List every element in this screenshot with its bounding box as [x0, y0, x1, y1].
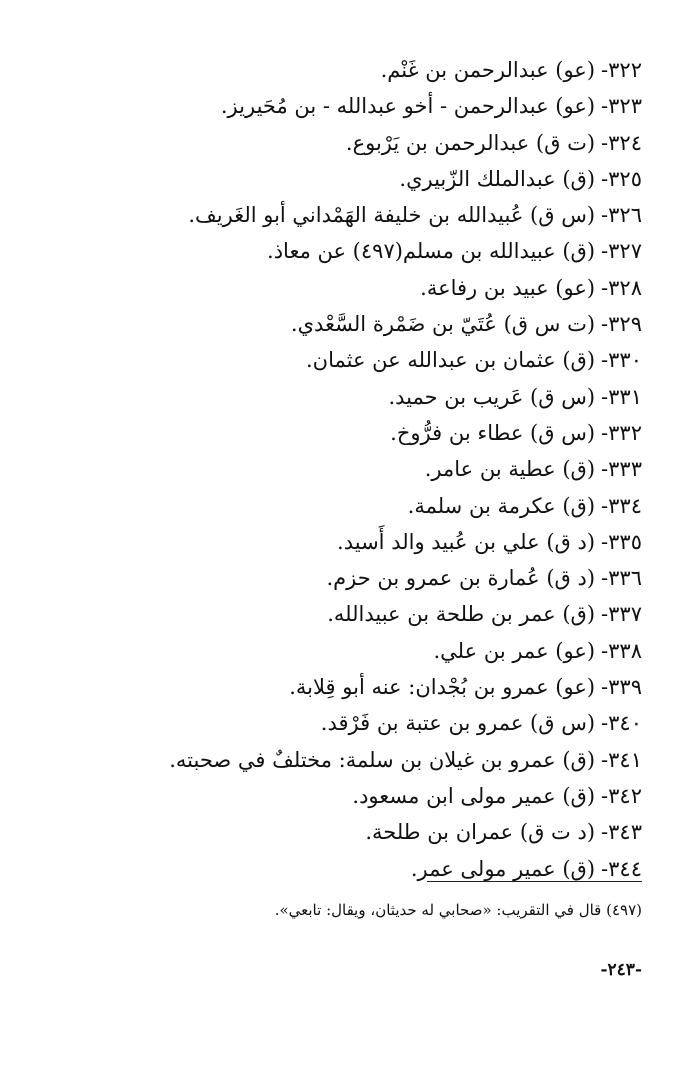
list-item [42, 306, 642, 342]
list-item [42, 342, 642, 378]
list-item [42, 52, 642, 88]
entry-number: ٣٢٢- [601, 58, 642, 82]
entry-number: ٣٣٤- [601, 493, 642, 518]
list-item [42, 633, 642, 669]
entry-number: ٣٣٩- [601, 675, 642, 700]
entry-text: (عو) عبدالرحمن بن غَنْم. [380, 58, 596, 82]
entry-text: (عو) عبدالرحمن - أخو عبدالله - بن مُحَيريز. [220, 94, 596, 119]
entry-number: ٣٤٠- [601, 711, 642, 736]
entry-text: (عو) عمر بن علي. [433, 638, 596, 663]
entry-text: (د ق) علي بن عُبيد والد أَسيد. [337, 529, 596, 554]
entry-text: (ت س ق) عُتَيّ بن ضَمْرة السَّعْدي. [290, 312, 596, 337]
entry-number: ٣٤٢- [601, 783, 642, 808]
entry-text: (س ق) عُبيدالله بن خليفة الهَمْداني أبو الغَريف. [188, 203, 596, 228]
entry-number: ٣٢٥- [601, 166, 642, 191]
list-item [42, 778, 642, 814]
entry-number: ٣٢٤- [601, 130, 642, 155]
list-item [42, 197, 642, 233]
list-item [42, 161, 642, 197]
entry-number: ٣٣١- [601, 384, 642, 409]
footnote: (٤٩٧) قال في التقريب: «صحابي له حديثان، ويقال: تابعي». [274, 901, 642, 919]
entry-number: ٣٣٠- [601, 348, 642, 373]
entry-text: (س ق) عطاء بن فرُّوخ. [390, 420, 596, 445]
entry-number: ٣٢٧- [601, 239, 642, 264]
entry-text: (س ق) عمرو بن عتبة بن فَرْقد. [320, 711, 596, 736]
entry-number: ٣٢٨- [601, 275, 642, 300]
list-item [42, 596, 642, 632]
list-item [42, 705, 642, 741]
entry-number: ٣٣٦- [601, 566, 642, 591]
entry-number: ٣٣٢- [601, 420, 642, 445]
entry-text: (ت ق) عبدالرحمن بن يَرْبوع. [345, 130, 596, 155]
entry-text: (ق) عمر بن طلحة بن عبيدالله. [327, 602, 596, 627]
entry-text: (ق) عبدالملك الزّبيري. [399, 166, 596, 191]
entry-text: (ق) عكرمة بن سلمة. [407, 493, 596, 518]
entry-text: (د ت ق) عمران بن طلحة. [365, 820, 596, 845]
entry-text: (س ق) عَريب بن حميد. [388, 384, 596, 409]
entry-text: (د ق) عُمارة بن عمرو بن حزم. [326, 566, 596, 591]
entry-text: (ق) عثمان بن عبدالله عن عثمان. [305, 348, 596, 373]
footnote-divider [427, 881, 642, 882]
entry-number: ٣٤٣- [601, 820, 642, 845]
entry-number: ٣٣٥- [601, 529, 642, 554]
list-item [42, 379, 642, 415]
list-item [42, 451, 642, 487]
list-item [42, 814, 642, 850]
list-item [42, 125, 642, 161]
list-item [42, 233, 642, 269]
list-item [42, 415, 642, 451]
list-item [42, 524, 642, 560]
list-item [42, 742, 642, 778]
entry-number: ٣٣٣- [601, 457, 642, 482]
entry-list [42, 52, 642, 887]
entry-text: (ق) عمرو بن غيلان بن سلمة: مختلفٌ في صحبته. [169, 747, 596, 772]
list-item [42, 488, 642, 524]
entry-number: ٣٤٤- [601, 856, 642, 881]
entry-text: (ق) عطية بن عامر. [424, 457, 596, 482]
entry-text: (ق) عبيدالله بن مسلم(٤٩٧) عن معاذ. [267, 239, 596, 264]
page-number: -٢٤٣- [600, 960, 642, 980]
list-item [42, 560, 642, 596]
entry-text: (ق) عمير مولى ابن مسعود. [352, 783, 596, 808]
entry-number: ٣٢٣- [601, 94, 642, 119]
entry-number: ٣٤١- [601, 747, 642, 772]
list-item [42, 669, 642, 705]
entry-text: (عو) عبيد بن رفاعة. [420, 275, 596, 300]
list-item [42, 270, 642, 306]
list-item [42, 88, 642, 124]
entry-number: ٣٣٨- [601, 638, 642, 663]
entry-number: ٣٢٦- [601, 203, 642, 228]
entry-text: (ق) عمير مولى عمر. [410, 856, 596, 881]
entry-text: (عو) عمرو بن بُجْدان: عنه أبو قِلابة. [289, 675, 596, 700]
entry-number: ٣٣٧- [601, 602, 642, 627]
entry-number: ٣٢٩- [601, 312, 642, 337]
